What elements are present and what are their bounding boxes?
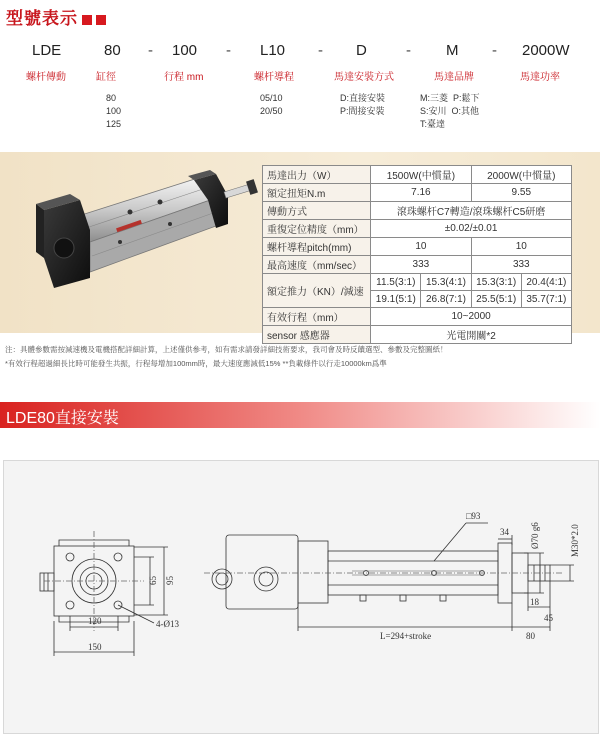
- dim-length: L=294+stroke: [380, 631, 432, 641]
- table-row: [263, 238, 572, 256]
- table-cell: 1500W(中慣量): [371, 166, 471, 184]
- red-square-icon: [82, 15, 92, 25]
- brand-option: S:安川: [420, 106, 447, 116]
- table-row: [263, 274, 572, 291]
- note-line-1: 注：具體參數需按減速機及電機搭配詳細計算，上述僅供參考，如有需求請發詳細技術要求，我司會及時反饋選型、參數及完整圖紙！: [5, 345, 448, 354]
- dim-18: 18: [530, 597, 539, 607]
- table-row: [263, 256, 572, 274]
- dim-m30: M30*2.0: [570, 524, 580, 557]
- table-cell: 10: [471, 238, 571, 256]
- table-cell: 最高速度（mm/sec）: [263, 256, 371, 274]
- code-power: 2000W: [522, 42, 570, 59]
- lead-option: 05/10: [260, 93, 283, 103]
- table-row: [263, 326, 572, 344]
- table-cell: 螺杆導程pitch(mm): [263, 238, 371, 256]
- mount-option: D:直接安裝: [340, 93, 386, 103]
- bore-option: 80: [106, 93, 117, 103]
- table-row: [263, 220, 572, 238]
- table-row: [263, 202, 572, 220]
- technical-drawing-panel: [3, 460, 599, 734]
- table-cell: 15.3(3:1): [471, 274, 521, 291]
- code-mount: D: [356, 42, 367, 59]
- dim-45: 45: [544, 613, 553, 623]
- brand-option: P:鬆下: [453, 93, 480, 103]
- table-cell: 10: [371, 238, 471, 256]
- code-bore: 80: [104, 42, 121, 59]
- table-cell: 滾珠螺杆C7轉造/滾珠螺杆C5研磨: [371, 202, 572, 220]
- dim-34: 34: [500, 527, 509, 537]
- section-title: LDE80直接安裝: [6, 410, 119, 427]
- table-cell: 馬達出力（W）: [263, 166, 371, 184]
- label-stroke: 行程 mm: [164, 72, 204, 83]
- brand-option: O:其他: [451, 106, 480, 116]
- code-dash: -: [226, 42, 231, 59]
- bore-option: 100: [106, 106, 122, 116]
- mount-option: P:間接安裝: [340, 106, 385, 116]
- spec-table: [262, 165, 572, 344]
- table-cell: 光電開關*2: [371, 326, 572, 344]
- label-drive: 螺杆傳動: [26, 72, 66, 83]
- table-cell: 11.5(3:1): [371, 274, 421, 291]
- code-stroke: 100: [172, 42, 198, 59]
- code-dash: -: [148, 42, 153, 59]
- bore-options: [106, 92, 121, 131]
- code-dash: -: [318, 42, 323, 59]
- label-brand: 馬達品牌: [434, 72, 474, 83]
- brand-option: T:臺達: [420, 119, 446, 129]
- label-lead: 螺杆導程: [254, 72, 294, 83]
- table-cell: sensor 感應器: [263, 326, 371, 344]
- table-cell: 15.3(4:1): [421, 274, 471, 291]
- brand-option: M:三菱: [420, 93, 448, 103]
- actuator-product-image: [20, 160, 260, 310]
- table-cell: 重復定位精度（mm）: [263, 220, 371, 238]
- dim-holes: 4-Ø13: [156, 619, 179, 629]
- table-row: [263, 308, 572, 326]
- mount-options: [340, 92, 385, 118]
- table-cell: 333: [471, 256, 571, 274]
- dim-150: 150: [88, 642, 102, 652]
- code-lde: LDE: [32, 42, 62, 59]
- table-cell: 333: [371, 256, 471, 274]
- bore-option: 125: [106, 119, 122, 129]
- red-square-icon: [96, 15, 106, 25]
- table-cell: 2000W(中慣量): [471, 166, 571, 184]
- dim-95: 95: [165, 576, 175, 585]
- code-brand: M: [446, 42, 459, 59]
- page-title: [6, 4, 106, 29]
- table-cell: 10~2000: [371, 308, 572, 326]
- code-dash: -: [406, 42, 411, 59]
- table-cell: 9.55: [471, 184, 571, 202]
- note-line-2: *有效行程超過細長比時可能發生共振，行程每增加100mm時，最大速度應減低15% **負載條件以行走10000km爲準: [5, 359, 387, 368]
- code-lead: L10: [260, 42, 286, 59]
- motor-outline: [226, 535, 298, 609]
- table-cell: 35.7(7:1): [521, 291, 571, 308]
- mount-hole: [66, 553, 74, 561]
- table-row: [263, 184, 572, 202]
- label-mount: 馬達安裝方式: [334, 72, 394, 83]
- mount-hole: [114, 553, 122, 561]
- model-code-row: [0, 42, 600, 62]
- table-cell: ±0.02/±0.01: [371, 220, 572, 238]
- table-cell: 20.4(4:1): [521, 274, 571, 291]
- table-cell: 有效行程（mm）: [263, 308, 371, 326]
- table-cell: 額定推力（KN）/減速: [263, 274, 371, 308]
- lead-option: 20/50: [260, 106, 283, 116]
- table-cell: 額定扭矩N.m: [263, 184, 371, 202]
- table-cell: 25.5(5:1): [471, 291, 521, 308]
- table-cell: 7.16: [371, 184, 471, 202]
- dim-square: □93: [466, 511, 481, 521]
- dim-80: 80: [526, 631, 535, 641]
- code-dash: -: [492, 42, 497, 59]
- dim-phi70: Ø70 g6: [530, 522, 540, 549]
- lead-options: [260, 92, 283, 118]
- mount-hole: [66, 601, 74, 609]
- table-cell: 傳動方式: [263, 202, 371, 220]
- dim-65: 65: [148, 576, 158, 585]
- label-bore: 缸徑: [96, 72, 116, 83]
- table-row: [263, 166, 572, 184]
- brand-options: [420, 92, 480, 131]
- technical-drawing: [4, 461, 598, 733]
- table-cell: 19.1(5:1): [371, 291, 421, 308]
- label-power: 馬達功率: [520, 72, 560, 83]
- dim-120: 120: [88, 616, 102, 626]
- table-cell: 26.8(7:1): [421, 291, 471, 308]
- page-title-text: 型號表示: [6, 9, 78, 28]
